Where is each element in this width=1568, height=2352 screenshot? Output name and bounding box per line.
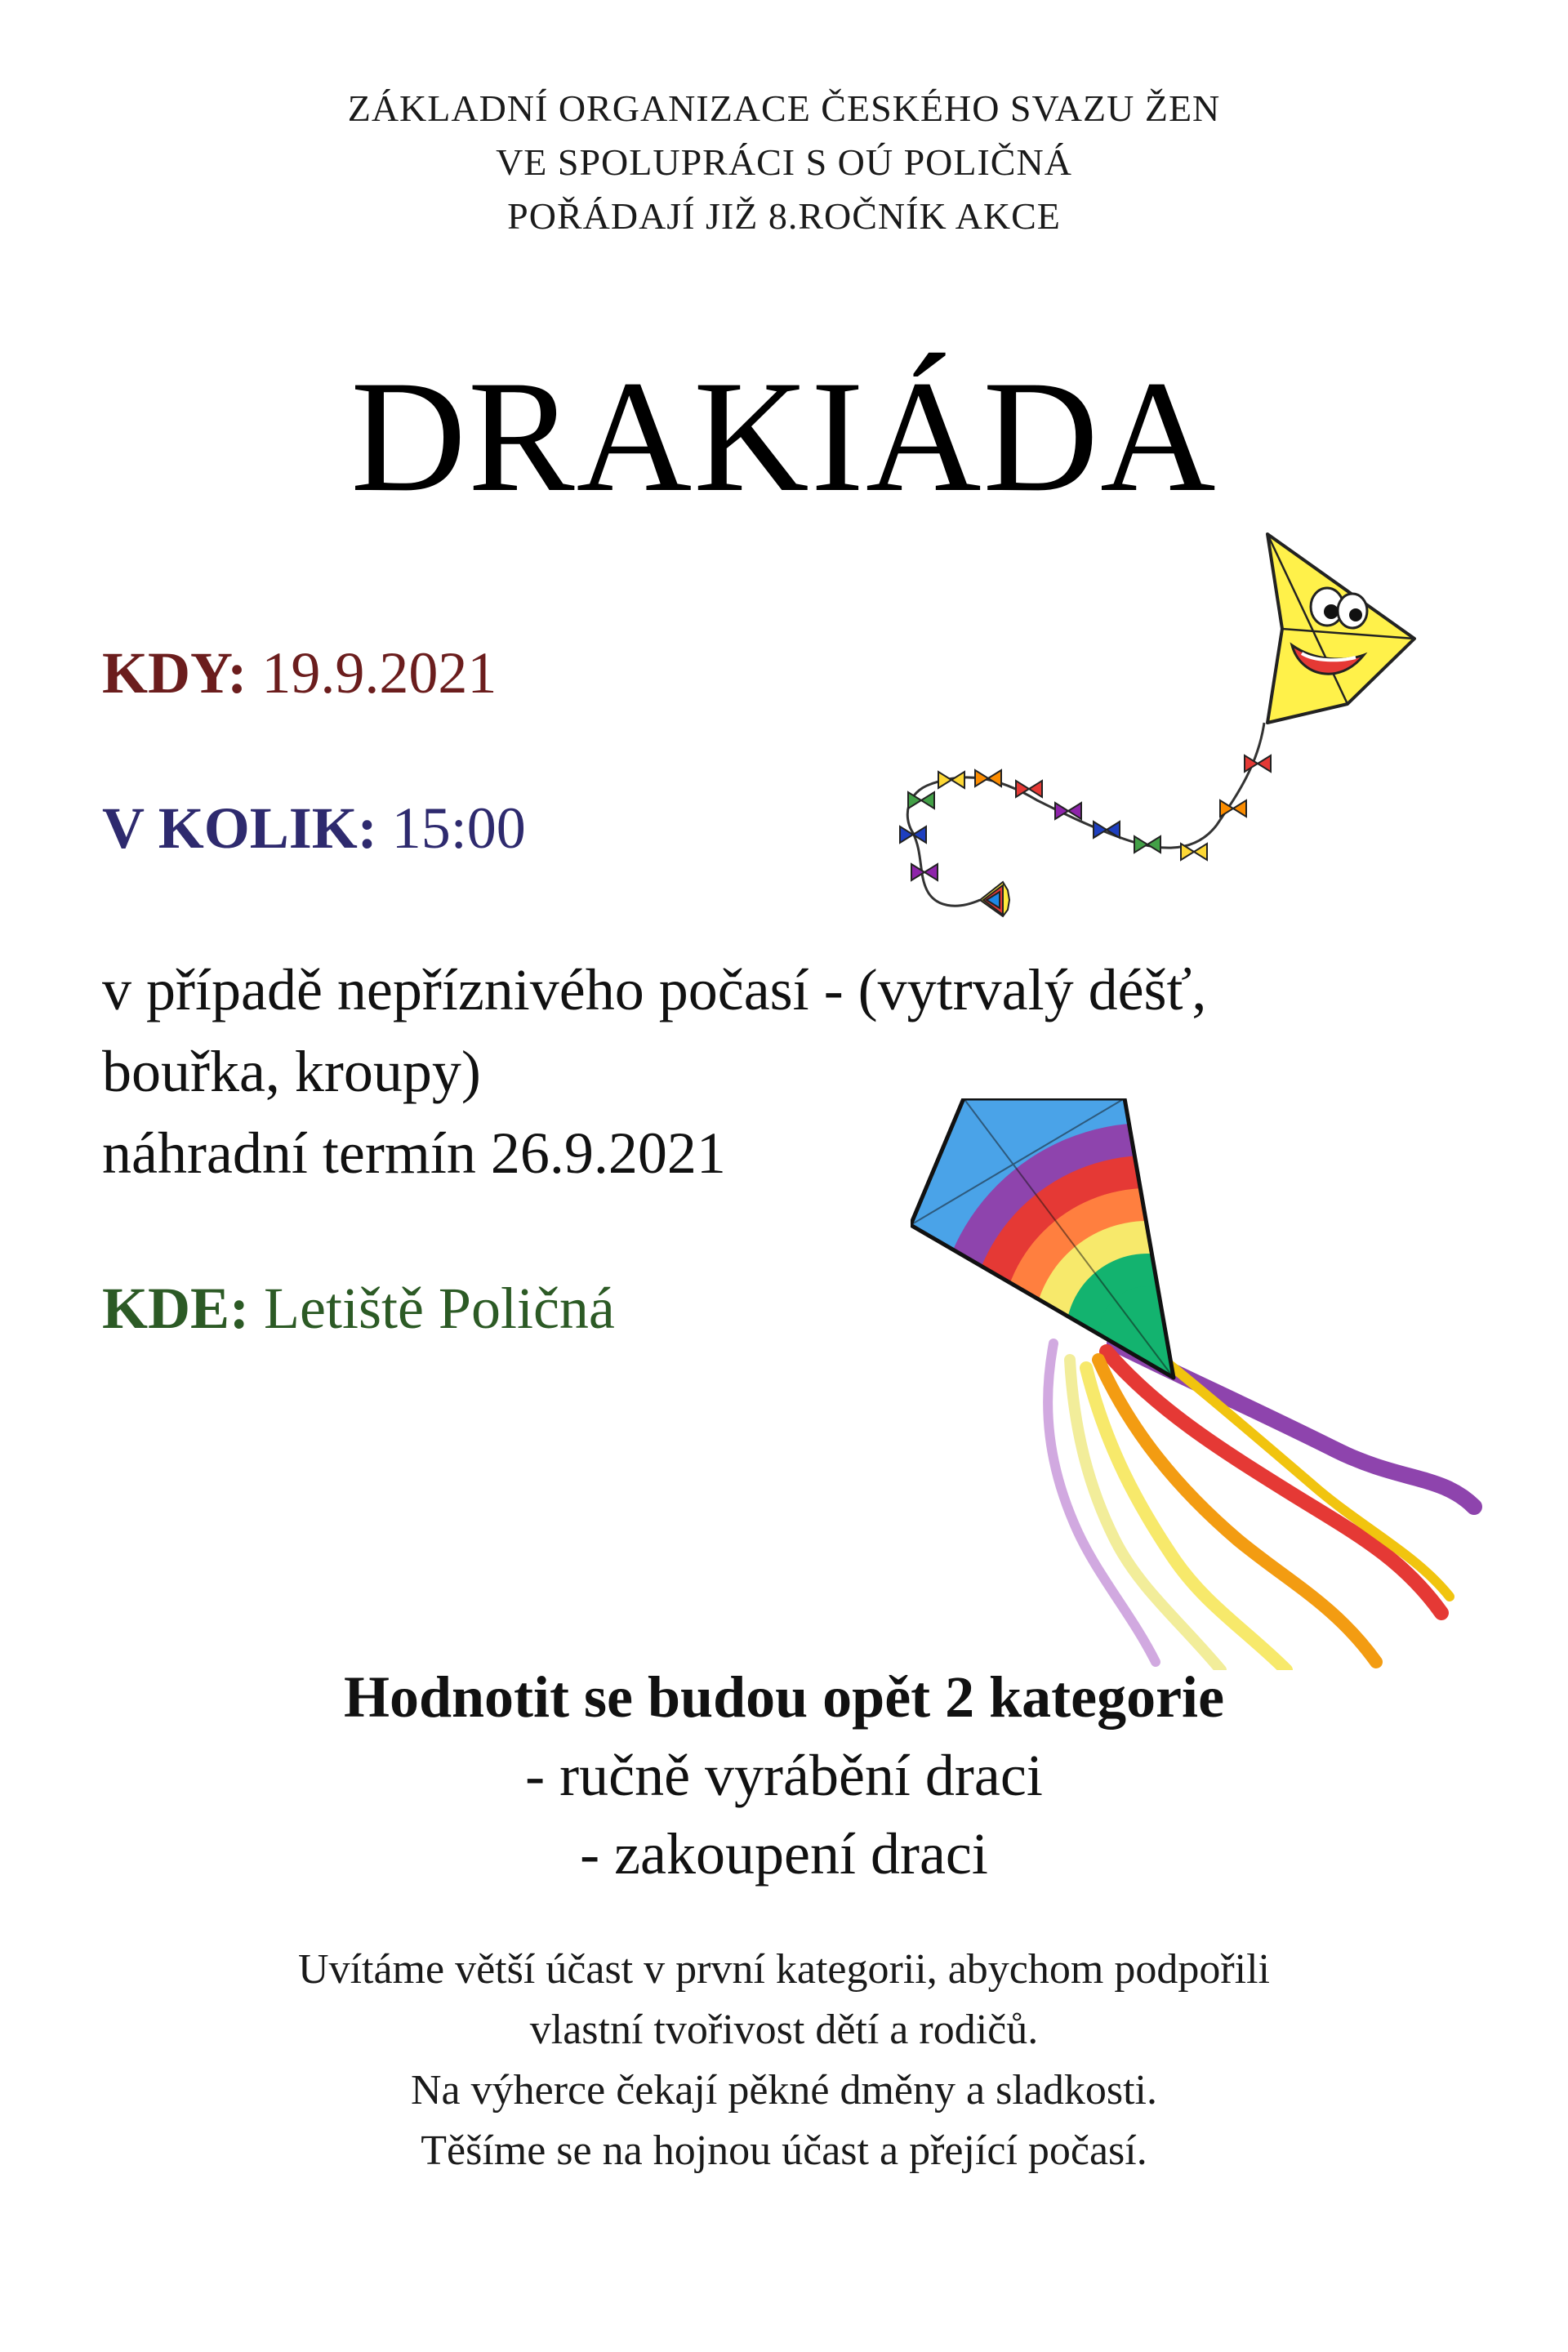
event-date-label: KDY: (102, 640, 247, 706)
smiling-yellow-kite-icon (898, 531, 1437, 923)
event-date-value: 19.9.2021 (247, 640, 497, 706)
closing-line-4: Těšíme se na hojnou účast a přející počasí. (421, 2127, 1147, 2174)
event-location (102, 1271, 615, 1346)
header-line-2: VE SPOLUPRÁCI S OÚ POLIČNÁ (496, 141, 1072, 183)
competition-categories (0, 1658, 1568, 1893)
category-item: - ručně vyrábění draci (525, 1743, 1043, 1808)
weather-line-3: náhradní termín 26.9.2021 (102, 1120, 726, 1186)
rainbow-kite-icon (911, 1098, 1494, 1670)
header-line-1: ZÁKLADNÍ ORGANIZACE ČESKÉHO SVAZU ŽEN (347, 87, 1221, 129)
event-date (102, 635, 497, 710)
event-time-value: 15:00 (376, 795, 526, 861)
categories-heading: Hodnotit se budou opět 2 kategorie (343, 1664, 1225, 1730)
organizer-header (0, 82, 1568, 243)
closing-line-3: Na výherce čekají pěkné dměny a sladkosti. (411, 2067, 1157, 2114)
weather-line-1: v případě nepříznivého počasí - (vytrvalý déšť, (102, 957, 1207, 1022)
closing-line-1: Uvítáme větší účast v první kategorii, abychom podpořili (298, 1946, 1270, 1993)
event-time-label: V KOLIK: (102, 795, 377, 861)
closing-message (0, 1940, 1568, 2181)
event-time (102, 791, 526, 866)
closing-line-2: vlastní tvořivost dětí a rodičů. (529, 2007, 1039, 2053)
weather-line-2: bouřka, kroupy) (102, 1039, 481, 1104)
event-location-value: Letiště Poličná (249, 1276, 615, 1341)
header-line-3: POŘÁDAJÍ JIŽ 8.ROČNÍK AKCE (507, 195, 1061, 237)
event-location-label: KDE: (102, 1276, 249, 1341)
category-item: - zakoupení draci (580, 1821, 988, 1886)
page-title: DRAKIÁDA (350, 348, 1218, 525)
